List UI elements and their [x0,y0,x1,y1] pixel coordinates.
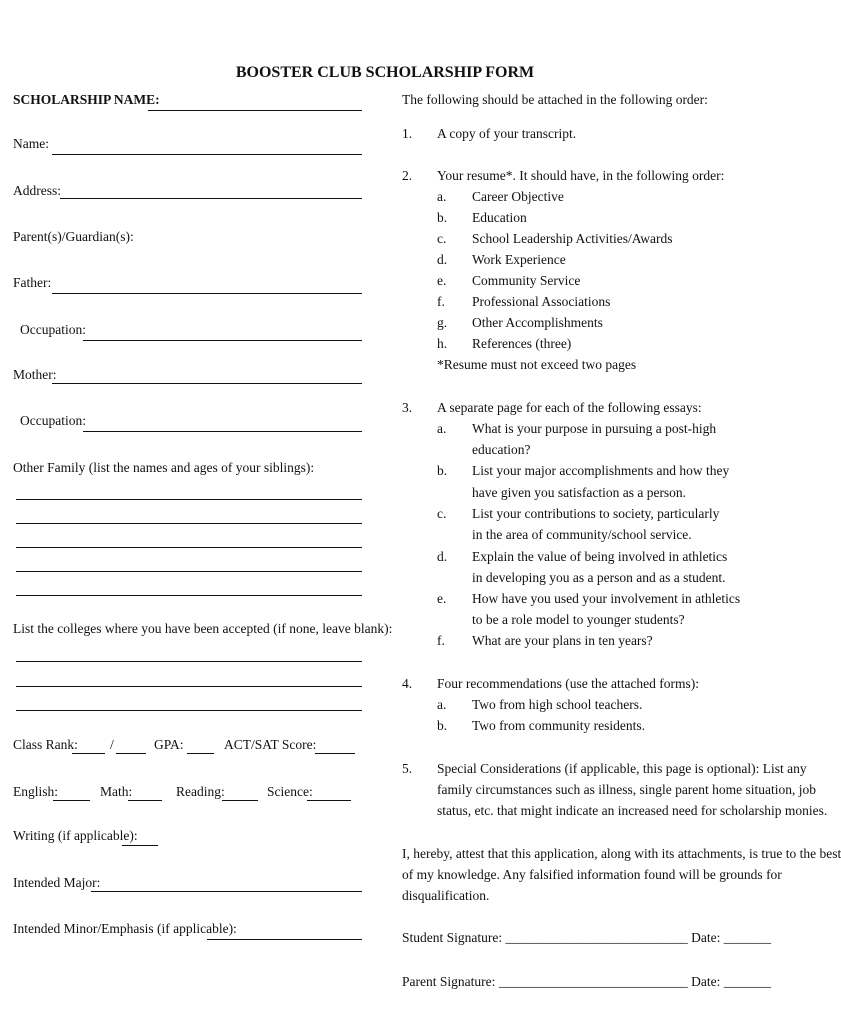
sub-text: Two from community residents. [472,718,646,733]
sub-text: School Leadership Activities/Awards [472,231,673,246]
intended-minor-field[interactable] [207,939,362,940]
intended-minor-label: Intended Minor/Emphasis (if applicable): [13,921,237,936]
sub-letter: f. [437,633,445,648]
sub-text: Two from high school teachers. [472,697,643,712]
math-field[interactable] [128,800,162,801]
address-field[interactable] [60,198,362,199]
sub-text: in developing you as a person and as a student. [472,570,726,585]
colleges-label: List the colleges where you have been accepted (if none, leave blank): [13,621,393,636]
sibling-line-5[interactable] [16,595,362,596]
sub-text: education? [472,442,531,457]
english-label: English: [13,784,59,799]
sub-text: Professional Associations [472,294,611,309]
name-label: Name: [13,136,49,151]
sub-letter: d. [437,549,448,564]
act-sat-field[interactable] [315,753,355,754]
sub-letter: b. [437,718,448,733]
item-number: 5. [402,761,413,776]
parents-label: Parent(s)/Guardian(s): [13,229,134,244]
college-line-1[interactable] [16,661,362,662]
form-title: BOOSTER CLUB SCHOLARSHIP FORM [235,64,535,81]
item-text: Special Considerations (if applicable, this page is optional): List any [437,761,807,776]
mother-occupation-label: Occupation: [20,413,86,428]
sub-text: What is your purpose in pursuing a post-high [472,421,717,436]
father-field[interactable] [52,293,362,294]
sub-text: to be a role model to younger students? [472,612,685,627]
sub-text: in the area of community/school service. [472,527,692,542]
sub-text: Community Service [472,273,581,288]
gpa-label: GPA: [154,737,184,752]
item-text: A separate page for each of the following essays: [437,400,702,415]
sub-text: List your major accomplishments and how they [472,463,730,478]
sibling-line-1[interactable] [16,499,362,500]
sub-letter: b. [437,463,448,478]
sub-text: Work Experience [472,252,566,267]
sub-text: What are your plans in ten years? [472,633,653,648]
gpa-field[interactable] [187,753,214,754]
sub-letter: e. [437,273,447,288]
father-label: Father: [13,275,52,290]
class-rank-label: Class Rank: [13,737,78,752]
mother-label: Mother: [13,367,57,382]
name-field[interactable] [52,154,362,155]
sub-letter: h. [437,336,448,351]
act-sat-label: ACT/SAT Score: [224,737,317,752]
college-line-3[interactable] [16,710,362,711]
sub-letter: g. [437,315,448,330]
item-number: 1. [402,126,413,141]
resume-note: *Resume must not exceed two pages [437,357,637,372]
sub-letter: b. [437,210,448,225]
writing-field[interactable] [122,845,158,846]
item-text: A copy of your transcript. [437,126,577,141]
reading-field[interactable] [222,800,258,801]
sub-letter: f. [437,294,445,309]
item-text: Four recommendations (use the attached forms): [437,676,700,691]
sub-letter: a. [437,189,447,204]
college-line-2[interactable] [16,686,362,687]
sibling-line-2[interactable] [16,523,362,524]
other-family-label: Other Family (list the names and ages of your siblings): [13,460,315,475]
sub-letter: c. [437,231,447,246]
math-label: Math: [100,784,133,799]
sub-letter: d. [437,252,448,267]
class-rank-field[interactable] [72,753,105,754]
sub-text: Explain the value of being involved in athletics [472,549,728,564]
item-number: 2. [402,168,413,183]
sub-text: List your contributions to society, particularly [472,506,720,521]
item-text: Your resume*. It should have, in the following order: [437,168,725,183]
sub-letter: c. [437,506,447,521]
attestation-text: of my knowledge. Any falsified information found will be grounds for [402,867,782,882]
attestation-text: I, hereby, attest that this application, along with its attachments, is true to the best [402,846,841,861]
reading-label: Reading: [176,784,225,799]
sub-text: How have you used your involvement in athletics [472,591,741,606]
intended-major-label: Intended Major: [13,875,101,890]
student-signature-line[interactable]: Student Signature: ___________________________ Date: _______ [402,930,771,945]
item-text: family circumstances such as illness, single parent home situation, job [437,782,817,797]
sub-text: References (three) [472,336,572,351]
scholarship-name-field[interactable] [148,110,362,111]
sub-letter: e. [437,591,447,606]
mother-field[interactable] [52,383,362,384]
sub-text: Other Accomplishments [472,315,603,330]
class-size-field[interactable] [116,753,146,754]
intended-major-field[interactable] [91,891,362,892]
science-label: Science: [267,784,313,799]
sub-letter: a. [437,421,447,436]
sub-text: Career Objective [472,189,564,204]
item-text: status, etc. that might indicate an increased need for scholarship monies. [437,803,828,818]
father-occupation-label: Occupation: [20,322,86,337]
sibling-line-3[interactable] [16,547,362,548]
writing-label: Writing (if applicable): [13,828,138,843]
father-occupation-field[interactable] [83,340,362,341]
sub-text: have given you satisfaction as a person. [472,485,687,500]
science-field[interactable] [307,800,351,801]
mother-occupation-field[interactable] [83,431,362,432]
sub-letter: a. [437,697,447,712]
sibling-line-4[interactable] [16,571,362,572]
attachments-intro: The following should be attached in the following order: [402,92,708,107]
item-number: 3. [402,400,413,415]
scholarship-name-label: SCHOLARSHIP NAME: [13,92,160,107]
parent-signature-line[interactable]: Parent Signature: ____________________________ Date: _______ [402,974,771,989]
address-label: Address: [13,183,61,198]
attestation-text: disqualification. [402,888,490,903]
english-field[interactable] [53,800,90,801]
item-number: 4. [402,676,413,691]
class-rank-slash: / [110,737,114,752]
sub-text: Education [472,210,527,225]
